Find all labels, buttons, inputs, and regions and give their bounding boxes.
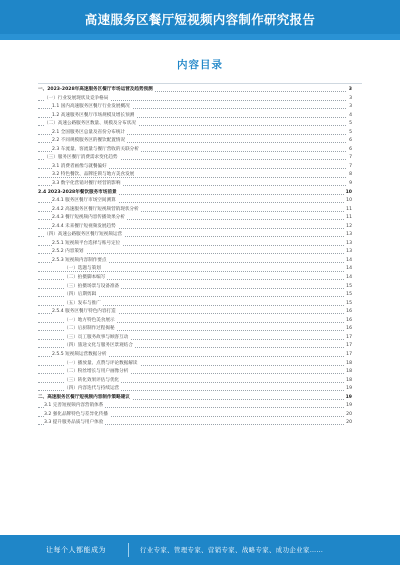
toc-entry-page: 6 bbox=[348, 137, 352, 146]
toc-entry[interactable] bbox=[38, 248, 352, 257]
toc-entry[interactable] bbox=[38, 360, 352, 369]
toc-entry[interactable] bbox=[38, 265, 352, 274]
toc-entry-text: （一）行业发展现状及竞争格局 bbox=[44, 95, 109, 101]
toc-entry[interactable] bbox=[38, 283, 352, 292]
toc-entry-page: 15 bbox=[345, 283, 352, 292]
toc-entry-text: 2.3 车流量、客流量与餐厅营收的关联分析 bbox=[52, 146, 139, 152]
toc-entry-text: 2.4 2023-2028年餐饮服务市场前景 bbox=[38, 189, 117, 195]
toc-entry-page: 18 bbox=[345, 360, 352, 369]
toc-entry[interactable] bbox=[38, 300, 352, 309]
toc-entry-page: 11 bbox=[345, 206, 352, 215]
toc-entry-page: 15 bbox=[345, 300, 352, 309]
toc-entry[interactable] bbox=[38, 317, 352, 326]
toc-entry-page: 7 bbox=[348, 154, 352, 163]
toc-entry-text: 3.3 提升服务品质与用户体验 bbox=[44, 420, 104, 426]
toc-entry[interactable] bbox=[38, 291, 352, 300]
toc-divider bbox=[38, 83, 362, 84]
toc-entry-page: 17 bbox=[345, 334, 352, 343]
toc-entry-text: 1.1 国内高速服务区餐厅行业发展概况 bbox=[52, 104, 130, 110]
toc-entry[interactable] bbox=[38, 377, 352, 386]
toc-entry[interactable] bbox=[38, 95, 352, 104]
toc-entry-text: （五）发布与推广 bbox=[64, 300, 101, 306]
toc-entry-page: 6 bbox=[348, 146, 352, 155]
toc-entry[interactable] bbox=[38, 402, 352, 411]
toc-entry[interactable] bbox=[38, 274, 352, 283]
toc-entry-text: （三）拍摄场景与设备准备 bbox=[64, 283, 120, 289]
toc-entry[interactable] bbox=[38, 411, 352, 420]
toc-entry-page: 18 bbox=[345, 368, 352, 377]
footer-slogan: 让每个人都能成为 bbox=[46, 546, 106, 554]
toc-entry-page: 3 bbox=[348, 86, 352, 95]
toc-entry-text: （四）高速公路服务区餐厅短视频运营 bbox=[44, 232, 123, 238]
toc-entry[interactable] bbox=[38, 368, 352, 377]
toc-entry[interactable] bbox=[38, 257, 352, 266]
toc-entry[interactable] bbox=[38, 154, 352, 163]
toc-entry-page: 7 bbox=[348, 163, 352, 172]
toc-entry-page: 18 bbox=[345, 377, 352, 386]
toc-entry-page: 14 bbox=[345, 274, 352, 283]
toc-entry-text: 2.4.4 未来餐厅短视频发展趋势 bbox=[52, 223, 116, 229]
toc-entry-page: 20 bbox=[345, 411, 352, 420]
toc-entry-text: 3.1 消费者画像与就餐偏好 bbox=[52, 163, 107, 169]
toc-entry-text: （四）旅途文化与服务区景观结合 bbox=[64, 343, 133, 349]
toc-entry-text: （四）内容迭代与持续运营 bbox=[64, 386, 120, 392]
toc-entry[interactable] bbox=[38, 120, 352, 129]
footer-tagline: 行业专家、管理专家、营销专家、战略专家、成功企业家…… bbox=[140, 546, 324, 554]
toc-entry-page: 10 bbox=[345, 197, 352, 206]
page-footer bbox=[0, 535, 400, 565]
toc-entry-page: 5 bbox=[348, 120, 352, 129]
toc-entry-text: 2.4.3 餐厅短视频内容传播效果分析 bbox=[52, 215, 125, 221]
toc-entry-text: 2.5.3 短视频内容制作要点 bbox=[52, 257, 107, 263]
toc-entry[interactable] bbox=[38, 129, 352, 138]
toc-entry-text: 2.5.5 短视频运营数据分析 bbox=[52, 351, 107, 357]
toc-entry-text: （三）转化效果评估与优化 bbox=[64, 377, 120, 383]
toc-entry[interactable] bbox=[38, 197, 352, 206]
toc-entry-page: 19 bbox=[345, 394, 352, 403]
toc-entry-page: 13 bbox=[345, 240, 352, 249]
toc-entry[interactable] bbox=[38, 240, 352, 249]
toc-entry-text: 1.2 高速服务区餐厅市场规模及增长预测 bbox=[52, 112, 135, 118]
toc-entry-text: 2.5.2 内容策划 bbox=[52, 249, 84, 255]
header-stripe bbox=[0, 34, 400, 40]
toc-entry-text: 2.2 不同规模服务区的餐饮配置情况 bbox=[52, 138, 126, 144]
toc-entry[interactable] bbox=[38, 180, 352, 189]
toc-entry-page: 13 bbox=[345, 231, 352, 240]
toc-entry[interactable] bbox=[38, 223, 352, 232]
toc-entry-page: 8 bbox=[348, 171, 352, 180]
toc-entry[interactable] bbox=[38, 325, 352, 334]
toc-entry-page: 9 bbox=[348, 180, 352, 189]
toc-entry[interactable] bbox=[38, 308, 352, 317]
toc-entry-text: （二）高速公路服务区数量、规模及分布状况 bbox=[44, 121, 136, 127]
toc-entry-text: （二）粉丝增长与用户画像分析 bbox=[64, 369, 129, 375]
toc-entry-text: （三）员工服务故事与顾客互动 bbox=[64, 334, 129, 340]
toc-entry-page: 3 bbox=[348, 95, 352, 104]
toc-entry-text: 一、2023-2028年高速服务区餐厅市场运营及趋势预测 bbox=[38, 87, 153, 92]
toc-entry-page: 11 bbox=[345, 214, 352, 223]
toc-entry-page: 19 bbox=[345, 402, 352, 411]
toc-entry-text: （四）后期剪辑 bbox=[64, 292, 97, 298]
report-title: 高速服务区餐厅短视频内容制作研究报告 bbox=[84, 12, 316, 27]
toc-entry[interactable] bbox=[38, 146, 352, 155]
toc-entry-text: （三）服务区餐厅消费需求变化趋势 bbox=[44, 155, 118, 161]
toc-entry-text: （二）拍摄脚本编写 bbox=[64, 275, 106, 281]
toc-entry[interactable] bbox=[38, 103, 352, 112]
page-header bbox=[0, 0, 400, 40]
toc-entry-page: 16 bbox=[345, 308, 352, 317]
toc-entry-page: 20 bbox=[345, 419, 352, 428]
toc-entry[interactable] bbox=[38, 351, 352, 360]
toc-entry-page: 15 bbox=[345, 291, 352, 300]
toc-entry[interactable] bbox=[38, 231, 352, 240]
toc-entry-page: 12 bbox=[345, 223, 352, 232]
toc-entry-page: 17 bbox=[345, 342, 352, 351]
toc-entry-page: 14 bbox=[345, 257, 352, 266]
toc-entry-text: 2.4.1 服务区餐厅市场空间测算 bbox=[52, 198, 116, 204]
toc-entry-page: 10 bbox=[345, 189, 352, 198]
toc-entry[interactable] bbox=[38, 394, 352, 403]
toc-entry[interactable] bbox=[38, 171, 352, 180]
toc-entry-text: 3.1 完善短视频内容营销体系 bbox=[44, 403, 104, 409]
toc-entry-text: 2.5.4 服务区餐厅特色内容打造 bbox=[52, 309, 116, 315]
toc-entry[interactable] bbox=[38, 206, 352, 215]
toc-entry-text: 3.2 强化品牌特色与差异化传播 bbox=[44, 411, 108, 417]
toc-entry[interactable] bbox=[38, 112, 352, 121]
toc-entry[interactable] bbox=[38, 342, 352, 351]
toc-entry-page: 16 bbox=[345, 325, 352, 334]
footer-separator bbox=[128, 543, 129, 557]
toc-entry[interactable] bbox=[38, 334, 352, 343]
toc-entry[interactable] bbox=[38, 385, 352, 394]
toc-entry[interactable] bbox=[38, 163, 352, 172]
toc-entry-text: 2.4.2 高速服务区餐厅短视频营销现状分析 bbox=[52, 206, 139, 212]
toc-entry-page: 19 bbox=[345, 385, 352, 394]
toc-entry[interactable] bbox=[38, 189, 352, 198]
toc-heading: 内容目录 bbox=[177, 59, 223, 71]
toc-entry[interactable] bbox=[38, 214, 352, 223]
toc-entry-text: （一）选题与策划 bbox=[64, 266, 101, 272]
toc-entry-text: 3.3 数字化营销对餐厅经营的影响 bbox=[52, 181, 121, 187]
table-of-contents bbox=[38, 86, 352, 428]
toc-entry-text: 二、高速服务区餐厅短视频内容制作策略建议 bbox=[38, 394, 130, 400]
toc-entry-page: 3 bbox=[348, 103, 352, 112]
toc-entry-text: （二）后厨制作过程揭秘 bbox=[64, 326, 115, 332]
toc-entry[interactable] bbox=[38, 137, 352, 146]
toc-entry-text: （一）地方特色美食展示 bbox=[64, 317, 115, 323]
toc-entry-page: 14 bbox=[345, 265, 352, 274]
toc-entry[interactable] bbox=[38, 86, 352, 95]
toc-entry-page: 4 bbox=[348, 112, 352, 121]
toc-entry-text: 2.5.1 短视频平台选择与账号定位 bbox=[52, 240, 121, 246]
toc-entry-page: 13 bbox=[345, 248, 352, 257]
toc-entry-text: （一）播放量、点赞与评论数据解读 bbox=[64, 360, 138, 366]
toc-entry-text: 3.2 特色餐饮、品牌连锁与地方美食发展 bbox=[52, 172, 135, 178]
toc-entry[interactable] bbox=[38, 419, 352, 428]
toc-entry-page: 5 bbox=[348, 129, 352, 138]
toc-entry-page: 16 bbox=[345, 317, 352, 326]
toc-entry-page: 17 bbox=[345, 351, 352, 360]
toc-entry-text: 2.1 全国服务区总量及省份分布统计 bbox=[52, 129, 126, 135]
